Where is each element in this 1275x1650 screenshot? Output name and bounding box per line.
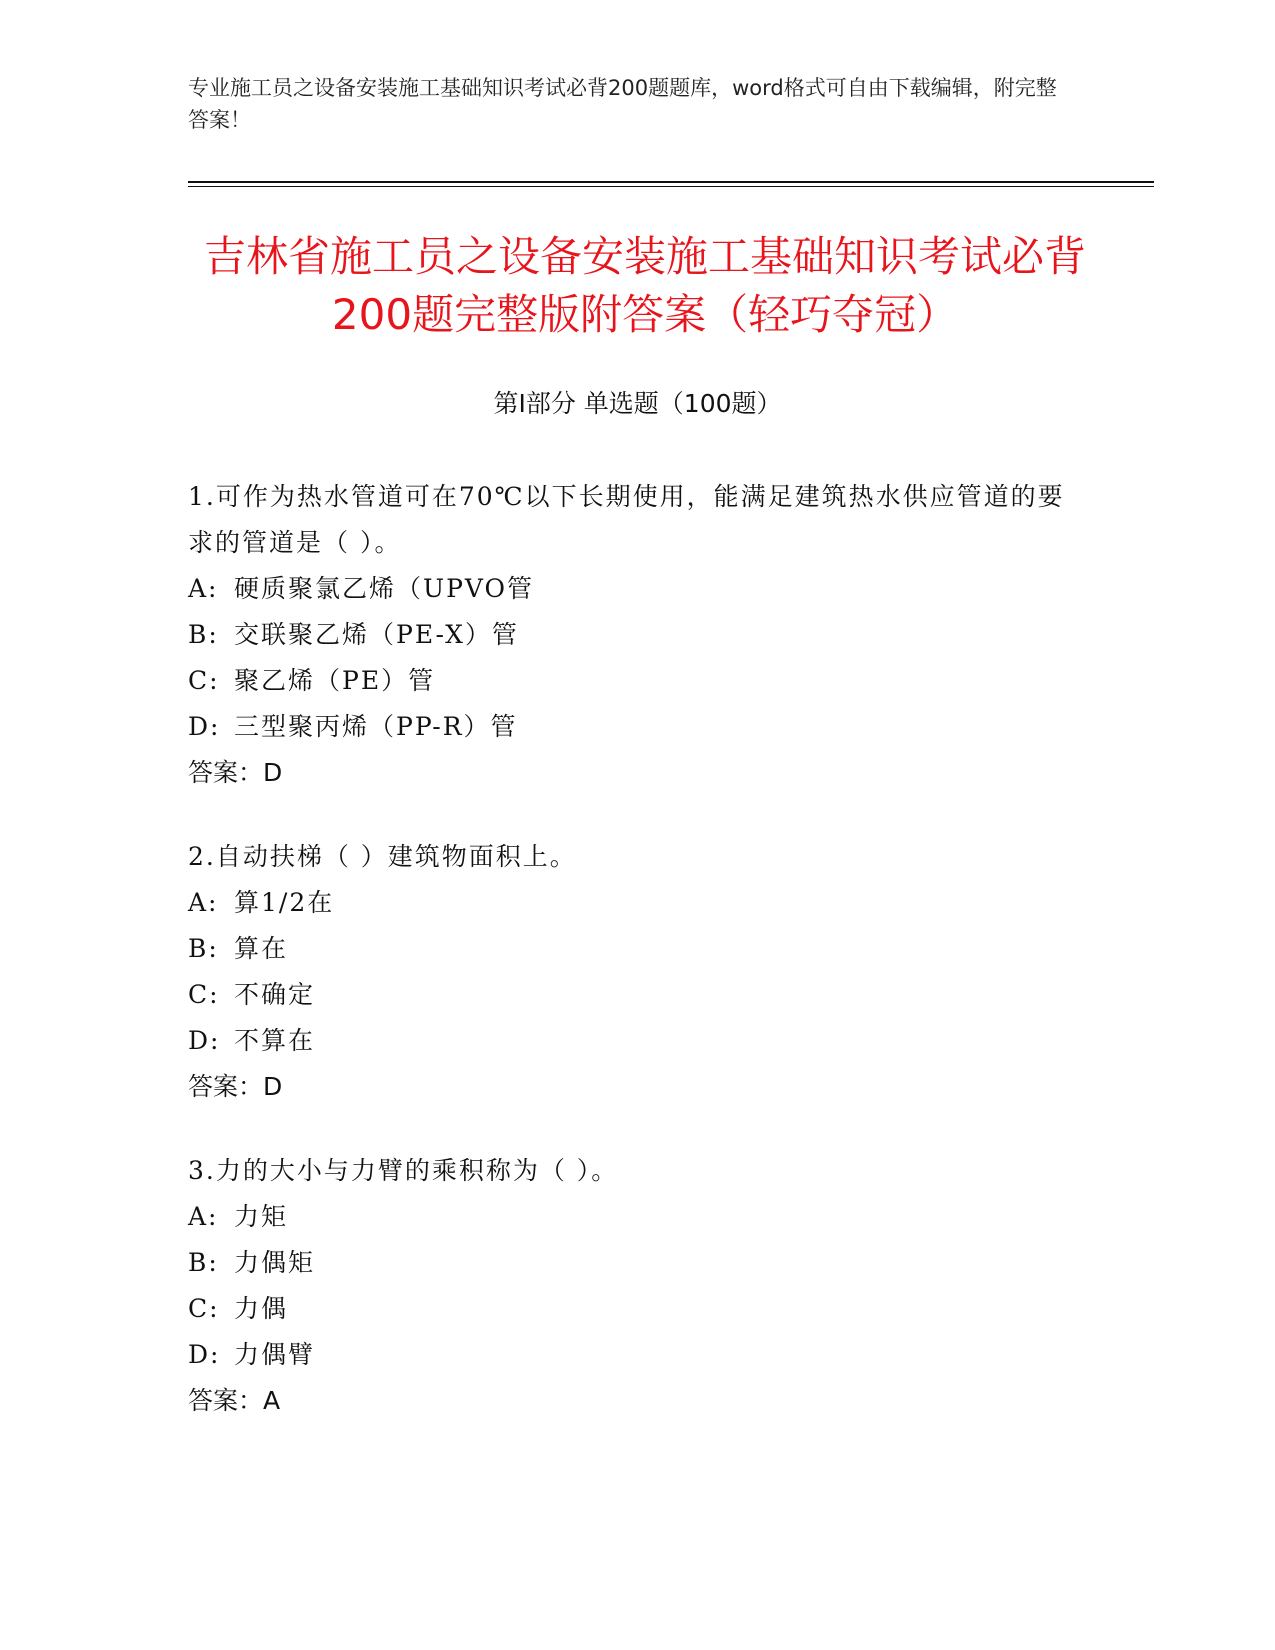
option-text: 硬质聚氯乙烯（UPVO管	[234, 574, 535, 603]
option-c	[188, 658, 1068, 704]
option-c	[188, 1286, 1068, 1332]
option-label: B:	[188, 934, 219, 963]
section-title: 第I部分 单选题（100题）	[493, 389, 782, 418]
option-d	[188, 1332, 1068, 1378]
option-label: D:	[188, 1340, 221, 1369]
option-text: 不算在	[234, 1026, 316, 1055]
option-text: 算在	[234, 934, 289, 963]
question-2	[188, 834, 1068, 1110]
option-d	[188, 704, 1068, 750]
answer: 答案：A	[188, 1386, 281, 1415]
question-list	[188, 474, 1068, 1462]
option-b	[188, 926, 1068, 972]
option-d	[188, 1018, 1068, 1064]
option-label: A:	[188, 1202, 219, 1231]
header-divider-thin	[188, 186, 1154, 187]
option-text: 聚乙烯（PE）管	[234, 666, 436, 695]
header-note: 专业施工员之设备安装施工基础知识考试必背200题题库，word格式可自由下载编辑，附完整答案！	[188, 76, 1057, 132]
option-label: C:	[188, 980, 220, 1009]
option-label: C:	[188, 666, 220, 695]
option-label: B:	[188, 620, 219, 649]
option-a	[188, 880, 1068, 926]
option-text: 力矩	[234, 1202, 289, 1231]
option-text: 力偶	[234, 1294, 289, 1323]
option-label: A:	[188, 574, 219, 603]
answer: 答案：D	[188, 758, 283, 787]
question-text: 1.可作为热水管道可在70℃以下长期使用，能满足建筑热水供应管道的要求的管道是（ ）。	[188, 482, 1065, 557]
option-label: D:	[188, 1026, 221, 1055]
option-text: 力偶矩	[234, 1248, 316, 1277]
option-b	[188, 1240, 1068, 1286]
option-text: 不确定	[234, 980, 316, 1009]
option-text: 力偶臂	[234, 1340, 316, 1369]
option-label: A:	[188, 888, 219, 917]
question-3	[188, 1148, 1068, 1424]
document-title: 吉林省施工员之设备安装施工基础知识考试必背200题完整版附答案（轻巧夺冠）	[203, 232, 1086, 339]
option-a	[188, 566, 1068, 612]
option-label: D:	[188, 712, 221, 741]
option-b	[188, 612, 1068, 658]
option-text: 三型聚丙烯（PP-R）管	[234, 712, 518, 741]
question-1	[188, 474, 1068, 796]
option-label: C:	[188, 1294, 220, 1323]
answer: 答案：D	[188, 1072, 283, 1101]
question-text: 3.力的大小与力臂的乘积称为（ ）。	[188, 1156, 619, 1185]
option-c	[188, 972, 1068, 1018]
question-text: 2.自动扶梯（ ）建筑物面积上。	[188, 842, 577, 871]
option-a	[188, 1194, 1068, 1240]
option-text: 交联聚乙烯（PE-X）管	[234, 620, 519, 649]
option-text: 算1/2在	[234, 888, 335, 917]
header-divider-thick	[188, 181, 1154, 183]
option-label: B:	[188, 1248, 219, 1277]
